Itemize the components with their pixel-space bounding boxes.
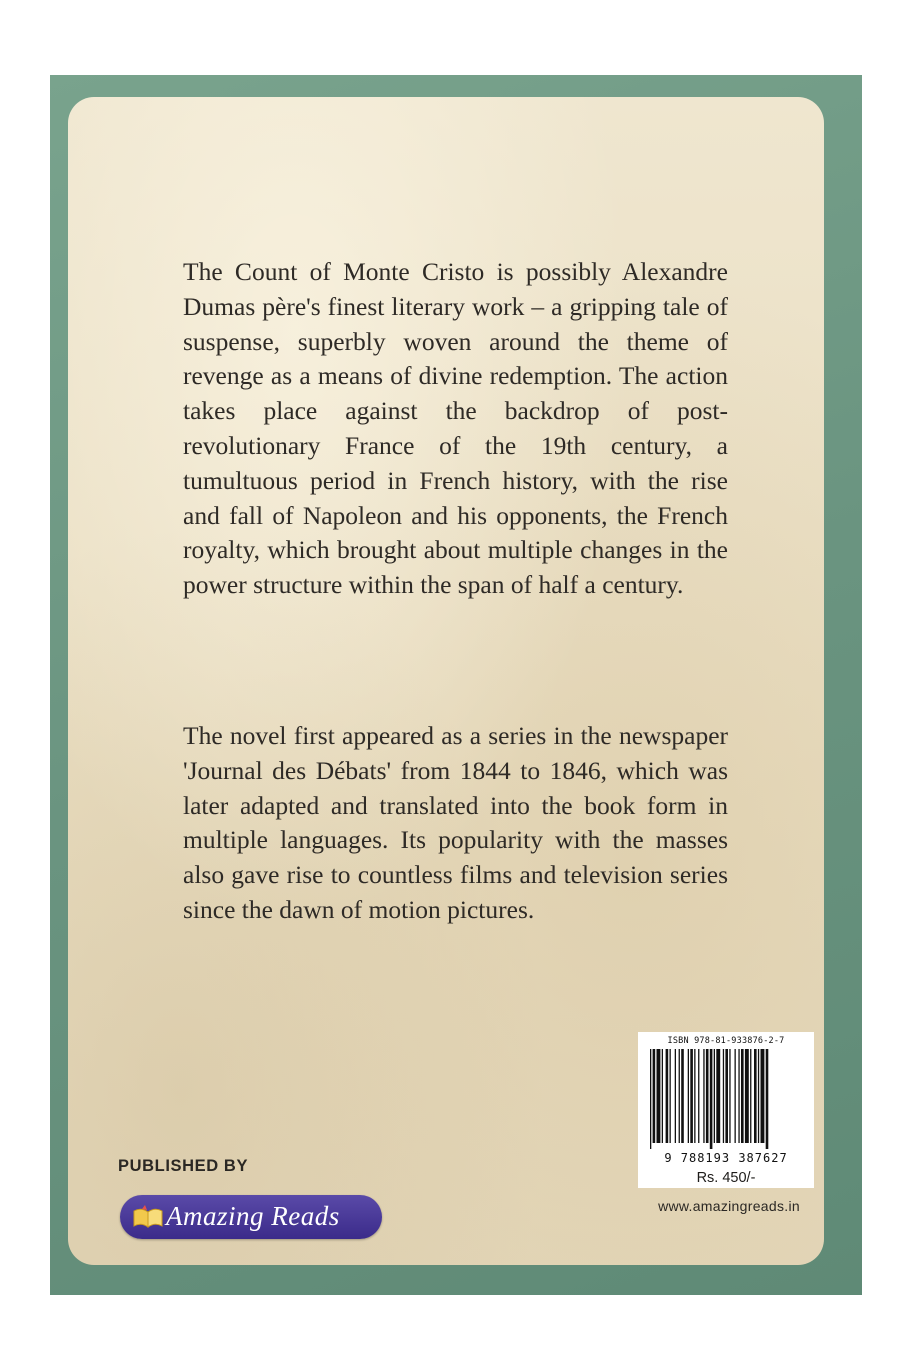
barcode-bar: [690, 1049, 693, 1143]
publisher-website: www.amazingreads.in: [658, 1198, 800, 1214]
barcode-digits: 9 788193 387627: [664, 1151, 788, 1165]
barcode-bar: [662, 1049, 663, 1143]
barcode-bar: [679, 1049, 680, 1143]
barcode-bar: [657, 1049, 661, 1143]
barcode-bar: [670, 1049, 671, 1143]
barcode-bar: [761, 1049, 765, 1143]
barcode-bar: [741, 1049, 744, 1143]
barcode-bar: [698, 1049, 699, 1143]
barcode-bar: [750, 1049, 751, 1143]
barcode-bar: [694, 1049, 695, 1143]
barcode-bar: [706, 1049, 709, 1143]
barcode-bar: [723, 1049, 724, 1143]
barcode-bar: [754, 1049, 757, 1143]
price-label: Rs. 450/-: [638, 1170, 814, 1188]
barcode: [638, 1032, 814, 1170]
barcode-bar: [688, 1049, 689, 1143]
barcode-bar: [681, 1049, 684, 1143]
barcode-bar: [738, 1049, 739, 1143]
open-book-icon: [132, 1205, 164, 1229]
barcode-bar: [729, 1049, 730, 1143]
barcode-bar: [650, 1049, 651, 1149]
book-back-cover: [50, 75, 862, 1295]
barcode-bar: [714, 1049, 715, 1143]
barcode-bar: [710, 1049, 713, 1149]
isbn-label: ISBN 978-81-933876-2-7: [667, 1036, 785, 1046]
publisher-logo: [120, 1195, 382, 1239]
publisher-name: Amazing Reads: [166, 1201, 340, 1231]
barcode-bar: [758, 1049, 759, 1143]
barcode-bar: [703, 1049, 704, 1143]
barcode-bar: [653, 1049, 656, 1143]
blurb-paragraph-1: The Count of Monte Cristo is possibly Alexandre Dumas père's finest literary work – a gripping tale of suspense, superbly woven around the theme of revenge as a means of divine redemption. The action takes place against the backdrop of post-revolutionary France of the 19th century, a tumultuous period in French history, with the rise and fall of Napoleon and his opponents, the French royalty, which brought about multiple changes in the power structure within the span of half a century.: [183, 257, 728, 600]
barcode-bars: [648, 1049, 804, 1149]
barcode-bar: [725, 1049, 728, 1143]
barcode-bar: [745, 1049, 749, 1143]
blurb-paragraph-2: The novel first appeared as a series in the newspaper 'Journal des Débats' from 1844 to 1846, which was later adapted and translated into the book form in multiple languages. Its popularity with the masses also gave rise to countless films and television series since the dawn of motion pictures.: [183, 721, 728, 924]
barcode-bar: [716, 1049, 720, 1143]
parchment-panel: [68, 97, 824, 1265]
barcode-bar: [666, 1049, 669, 1143]
published-by-label: PUBLISHED BY: [118, 1157, 249, 1175]
barcode-bar: [675, 1049, 676, 1143]
barcode-bar: [766, 1049, 769, 1149]
barcode-bar: [735, 1049, 736, 1143]
